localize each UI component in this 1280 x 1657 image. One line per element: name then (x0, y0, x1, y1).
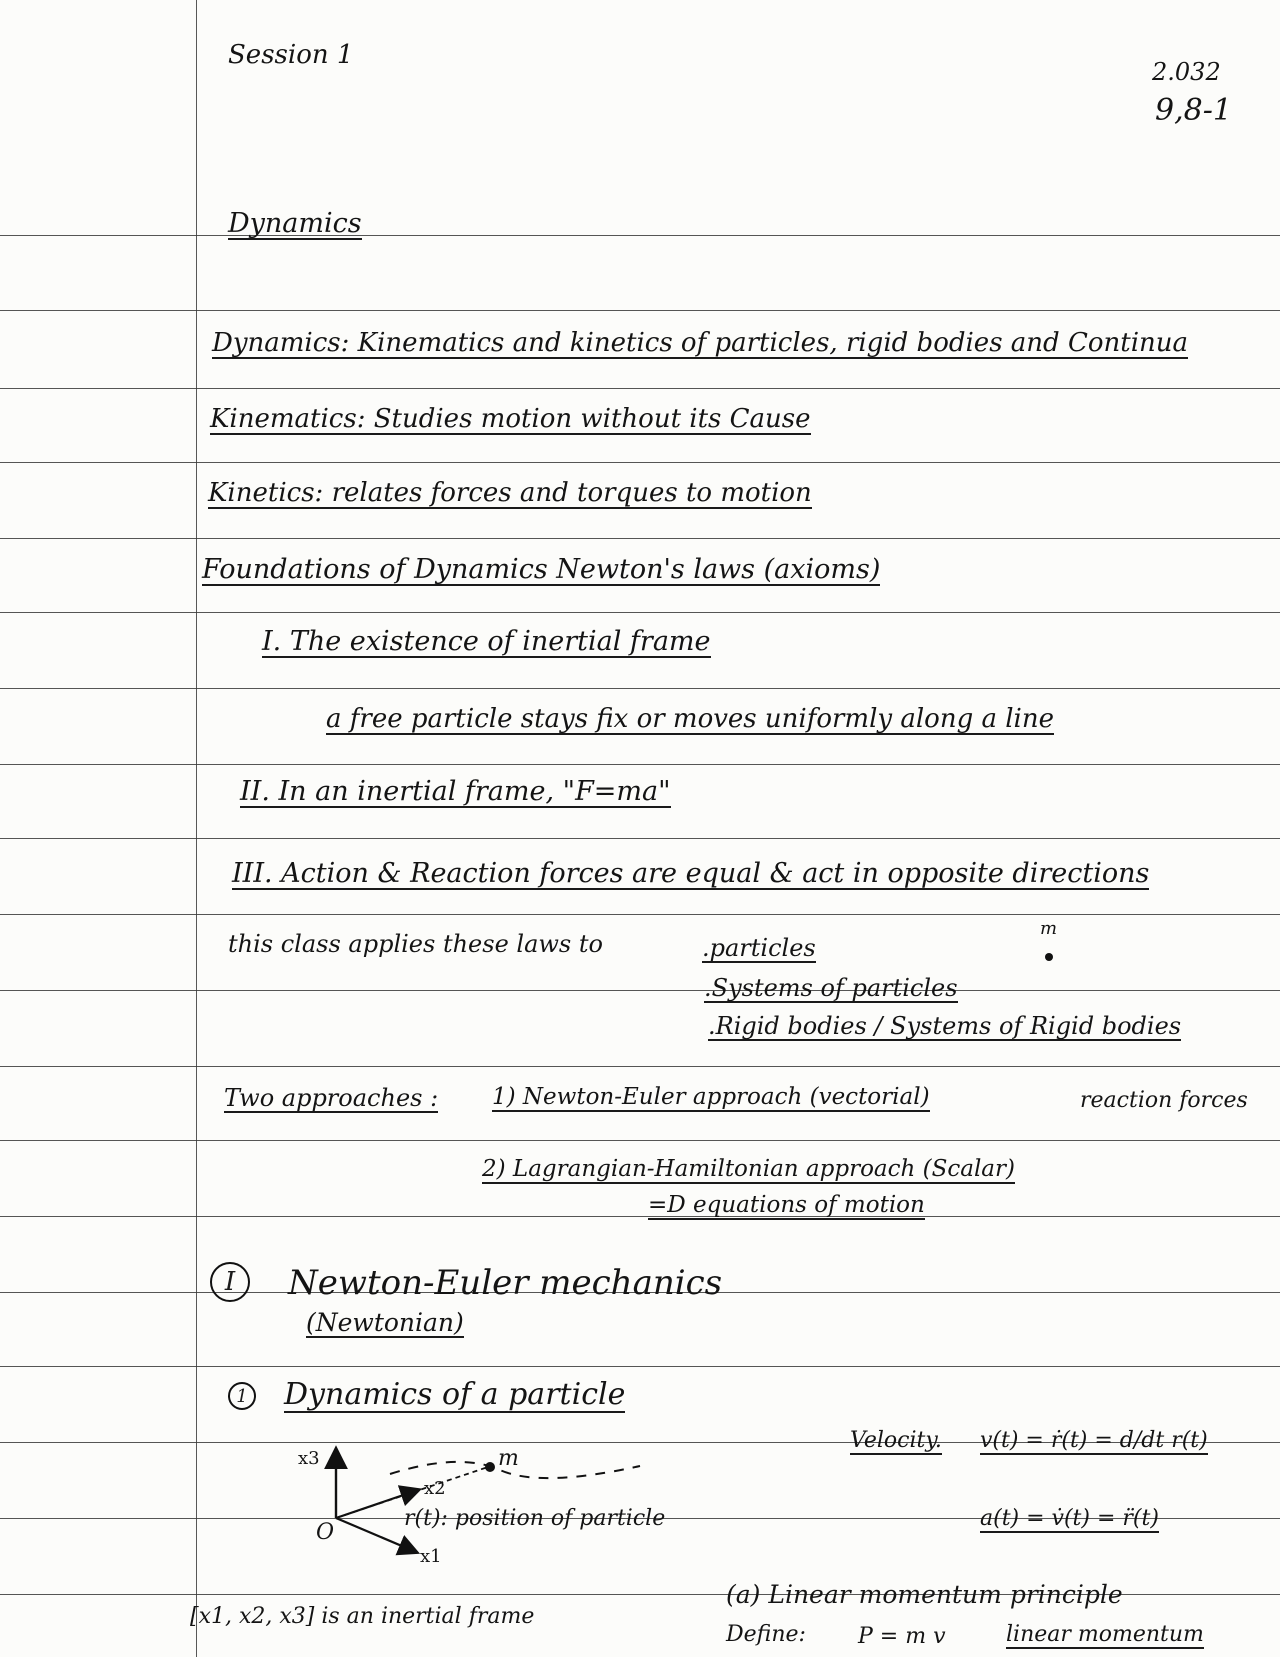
acceleration-formula: a(t) = v̇(t) = r̈(t) (980, 1506, 1159, 1531)
foundations-heading: Foundations of Dynamics Newton's laws (axioms) (202, 554, 881, 585)
approach-newton-euler: 1) Newton-Euler approach (vectorial) (492, 1084, 930, 1110)
particle-dot (485, 1462, 495, 1472)
momentum-label: linear momentum (1006, 1622, 1204, 1647)
linear-momentum-principle: (a) Linear momentum principle (726, 1580, 1123, 1609)
momentum-equation: P = m v (858, 1624, 946, 1649)
section-subtitle: (Newtonian) (306, 1308, 464, 1337)
newton-law-1-detail: a free particle stays fix or moves uniformly along a line (326, 704, 1054, 734)
x1-label: x1 (420, 1546, 442, 1567)
x3-label: x3 (298, 1448, 320, 1469)
applies-item-systems: .Systems of particles (704, 974, 958, 1002)
define-label: Define: (726, 1622, 806, 1647)
x2-label: x2 (424, 1478, 446, 1499)
section-marker: I (210, 1262, 250, 1302)
subsection-marker: 1 (228, 1382, 256, 1410)
dynamics-definition: Dynamics: Kinematics and kinetics of particles, rigid bodies and Continua (212, 328, 1189, 358)
applies-item-rigid-bodies: .Rigid bodies / Systems of Rigid bodies (708, 1012, 1182, 1040)
particle-mass-label: m (498, 1446, 519, 1471)
subsection-title: Dynamics of a particle (284, 1377, 626, 1412)
applies-intro: this class applies these laws to (228, 930, 603, 958)
velocity-label: Velocity. (850, 1428, 942, 1453)
origin-label: O (316, 1520, 335, 1545)
applies-item-particles: .particles (702, 934, 816, 962)
newton-law-2: II. In an inertial frame, "F=ma" (240, 776, 671, 807)
mass-label: m (1040, 918, 1058, 939)
newton-law-3: III. Action & Reaction forces are equal & act in opposite directions (232, 858, 1150, 889)
kinetics-definition: Kinetics: relates forces and torques to motion (208, 478, 812, 508)
inertial-frame-note: [x1, x2, x3] is an inertial frame (190, 1604, 535, 1629)
approach-lagrangian-result: =D equations of motion (648, 1192, 925, 1218)
velocity-formula: v(t) = ṙ(t) = d/dt r(t) (980, 1428, 1208, 1453)
approaches-intro: Two approaches : (224, 1084, 439, 1112)
page-title: Dynamics (228, 208, 362, 239)
session-label: Session 1 (228, 40, 354, 70)
course-number: 2.032 (1152, 58, 1221, 86)
newton-law-1: I. The existence of inertial frame (262, 626, 711, 657)
page-date: 9,8-1 (1155, 93, 1232, 128)
kinematics-definition: Kinematics: Studies motion without its Cause (210, 404, 811, 434)
position-label: r(t): position of particle (404, 1506, 666, 1531)
section-title: Newton-Euler mechanics (288, 1263, 723, 1303)
approach-lagrangian: 2) Lagrangian-Hamiltonian approach (Scalar) (482, 1156, 1015, 1182)
particle-mass-dot (1045, 953, 1053, 961)
approach-newton-euler-result: reaction forces (1080, 1088, 1248, 1113)
